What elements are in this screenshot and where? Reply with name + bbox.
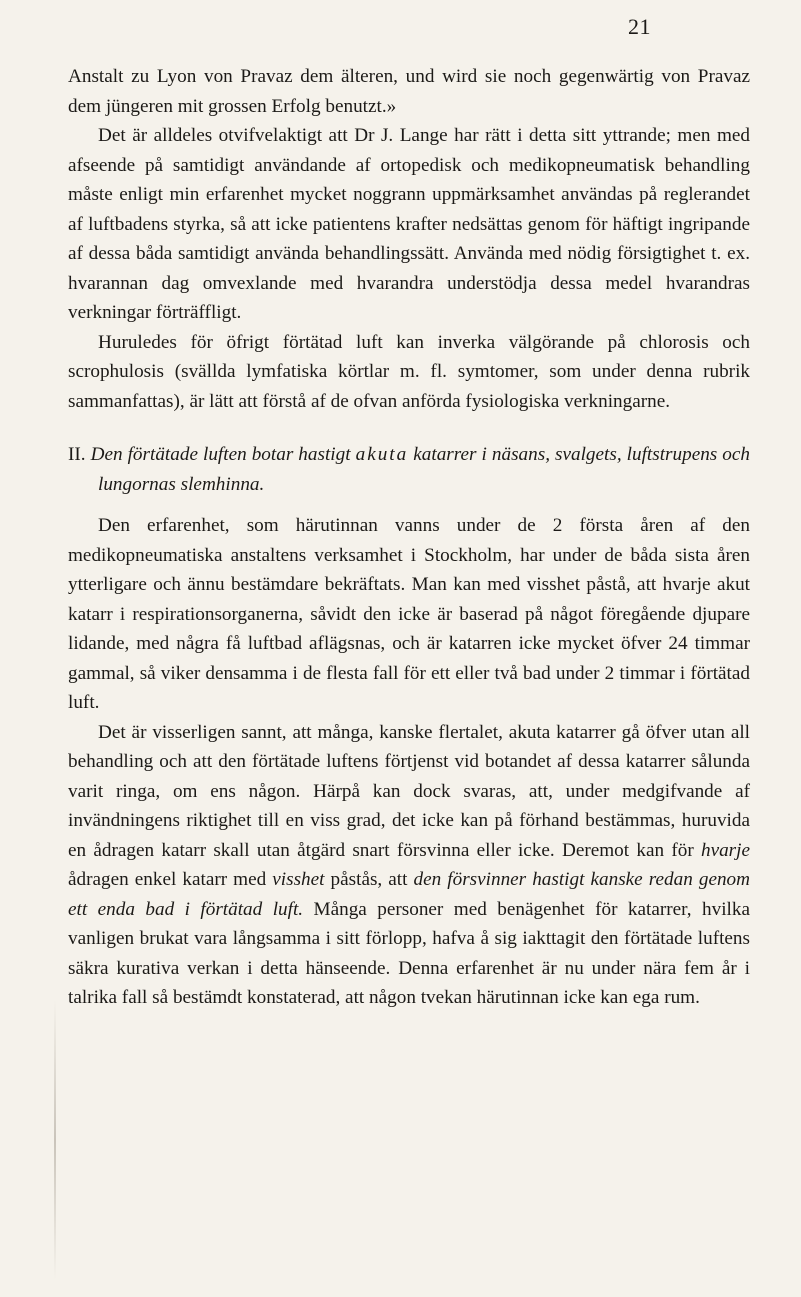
text-run: Många personer med benägenhet för katarrer, hvilka vanligen brukat vara långsamma i sitt förlopp, hafva å sig iakttagit den förtätade luftens säkra kurativa verkan i detta hänseende. Denna erfarenhet är nu under nära fem år i talrika fall så bestämdt konstaterad, att någon tvekan härutinnan icke kan ega rum.	[68, 898, 750, 1008]
emphasis-claim: den försvinner hastigt kanske redan genom ett enda bad i förtätad luft.	[68, 869, 751, 920]
section-heading-II	[68, 440, 750, 499]
paragraph-continuation: Anstalt zu Lyon von Pravaz dem älteren, und wird sie noch gegenwärtig von Pravaz dem jüngeren mit grossen Erfolg benutzt.»	[68, 66, 750, 117]
spacer	[68, 499, 750, 511]
spacer	[68, 416, 750, 428]
section-title-part2: katarrer i näsans, svalgets, luftstrupens och lungornas slemhinna.	[98, 444, 751, 495]
page-number: 21	[628, 14, 651, 39]
emphasis-visshet: visshet	[272, 869, 325, 890]
section-number: II.	[68, 444, 86, 465]
text-run: ådragen enkel katarr med	[68, 869, 273, 890]
emphasis-hvarje: hvarje	[700, 839, 750, 861]
section-title-part1: Den förtätade luften botar hastigt	[90, 444, 356, 465]
body-text	[68, 62, 750, 1013]
page-edge-shadow	[54, 1000, 56, 1280]
section-title-spaced: akuta	[355, 444, 409, 465]
paragraph-erfarenhet: Den erfarenhet, som härutinnan vanns under de 2 första åren af den medikopneumatiska anstaltens verksamhet i Stockholm, har under de båda sista åren ytterligare och ännu bestämdare bekräftats. Man kan med visshet påstå, att hvarje akut katarr i respirationsorganerna, såvidt den icke är baserad på något föregående djupare lidande, med några få luftbad aflägsnas, och är katarren icke mycket öfver 24 timmar gammal, så viker densamma i de flesta fall för ett eller två bad under 2 timmar i förtätad luft.	[68, 515, 750, 713]
paragraph-visserligen	[68, 718, 750, 1013]
text-run: påstås, att	[324, 869, 414, 890]
paragraph-chlorosis: Huruledes för öfrigt förtätad luft kan inverka välgörande på chlorosis och scrophulosis (svällda lymfatiska körtlar m. fl. symtomer, som under denna rubrik sammanfattas), är lätt att förstå af de ofvan anförda fysiologiska verkningarne.	[68, 331, 750, 412]
paragraph-lange: Det är alldeles otvifvelaktigt att Dr J. Lange har rätt i detta sitt yttrande; men med afseende på samtidigt användande af ortopedisk och medikopneumatisk behandling måste enligt min erfarenhet mycket noggrann uppmärksamhet användas på reglerandet af luftbadens styrka, så att icke patientens krafter nedsättas genom för häftigt ingripande af dessa båda samtidigt använda behandlingssätt. Använda med nödig försigtighet t. ex. hvarannan dag omvexlande med hvarandra understödja dessa medel hvarandras verkningar förträffligt.	[68, 125, 750, 323]
text-run: Det är visserligen sannt, att många, kanske flertalet, akuta katarrer gå öfver utan all behandling och att den förtätade luftens förtjenst vid botandet af dessa katarrer sålunda varit ringa, om ens någon. Härpå kan dock svaras, att, under medgifvande af invändningens riktighet till en viss grad, det icke kan på förhand bestämmas, huruvida en ådragen katarr skall utan åtgärd snart försvinna eller icke. Deremot kan för	[68, 721, 750, 861]
